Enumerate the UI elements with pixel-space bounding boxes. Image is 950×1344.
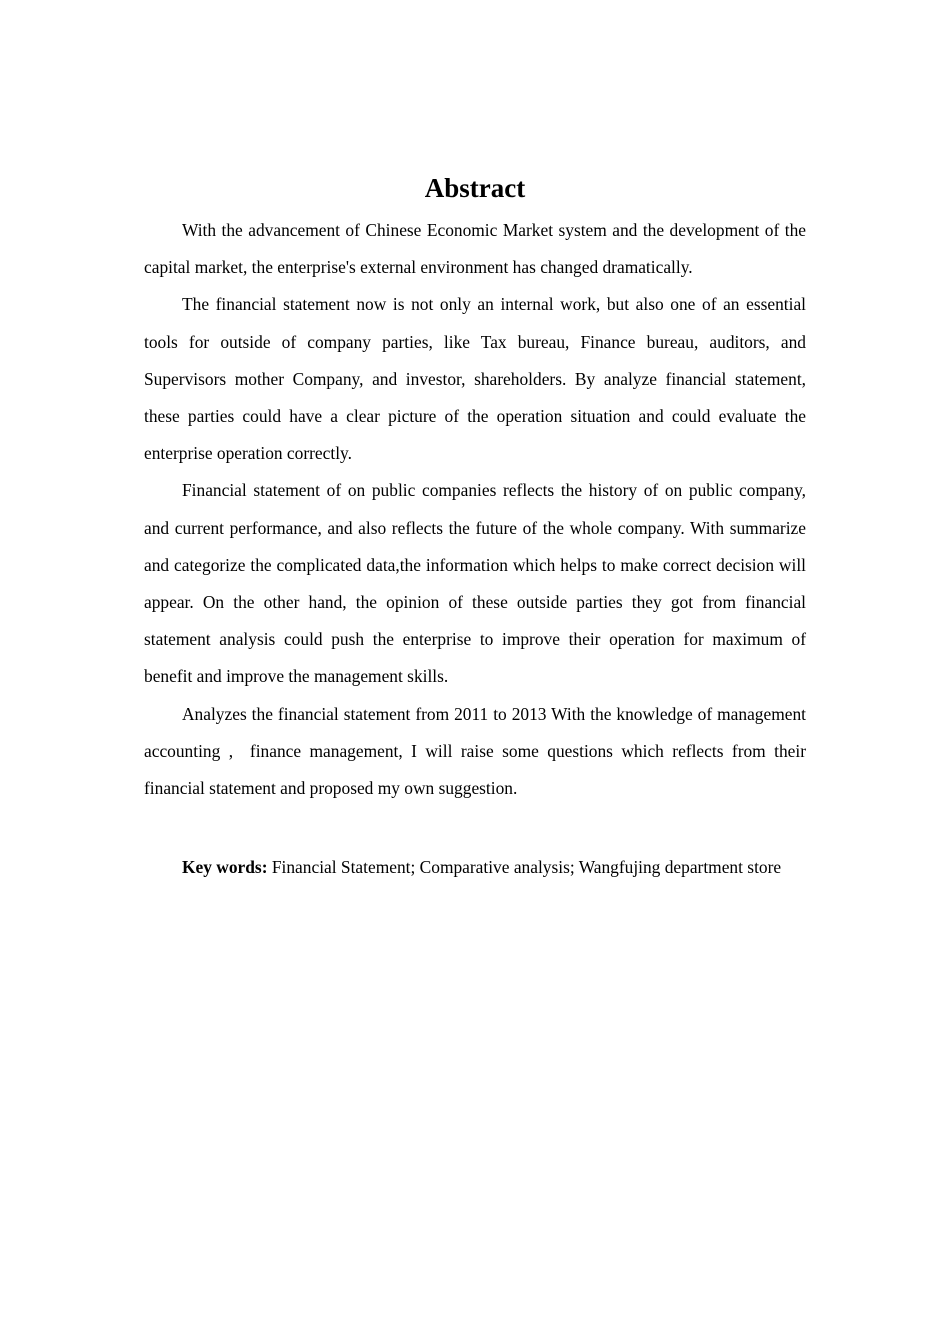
abstract-body xyxy=(144,212,806,807)
keywords-section xyxy=(182,852,806,884)
abstract-paragraph-4: Analyzes the financial statement from 2011 to 2013 With the knowledge of management accounting , finance management, I will raise some questions which reflects from their financial statement and proposed my own suggestion. xyxy=(144,703,806,799)
abstract-title: Abstract xyxy=(424,173,526,203)
abstract-paragraph-2: The financial statement now is not only an internal work, but also one of an essential tools for outside of company parties, like Tax bureau, Finance bureau, auditors, and Supervisors mother Company, and investor, shareholders. By analyze financial statement, these parties could have a clear picture of the operation situation and could evaluate the enterprise operation correctly. xyxy=(144,294,806,464)
keywords-value: Financial Statement; Comparative analysis; Wangfujing department store xyxy=(271,857,782,877)
keywords-label: Key words: xyxy=(182,857,268,877)
abstract-paragraph-3: Financial statement of on public companies reflects the history of on public company, and current performance, and also reflects the future of the whole company. With summarize and categorize the complicated data,the information which helps to make correct decision will appear. On the other hand, the opinion of these outside parties they got from financial statement analysis could push the enterprise to improve their operation for maximum of benefit and improve the management skills. xyxy=(144,480,806,687)
abstract-paragraph-1: With the advancement of Chinese Economic Market system and the development of the capital market, the enterprise's external environment has changed dramatically. xyxy=(144,220,806,278)
